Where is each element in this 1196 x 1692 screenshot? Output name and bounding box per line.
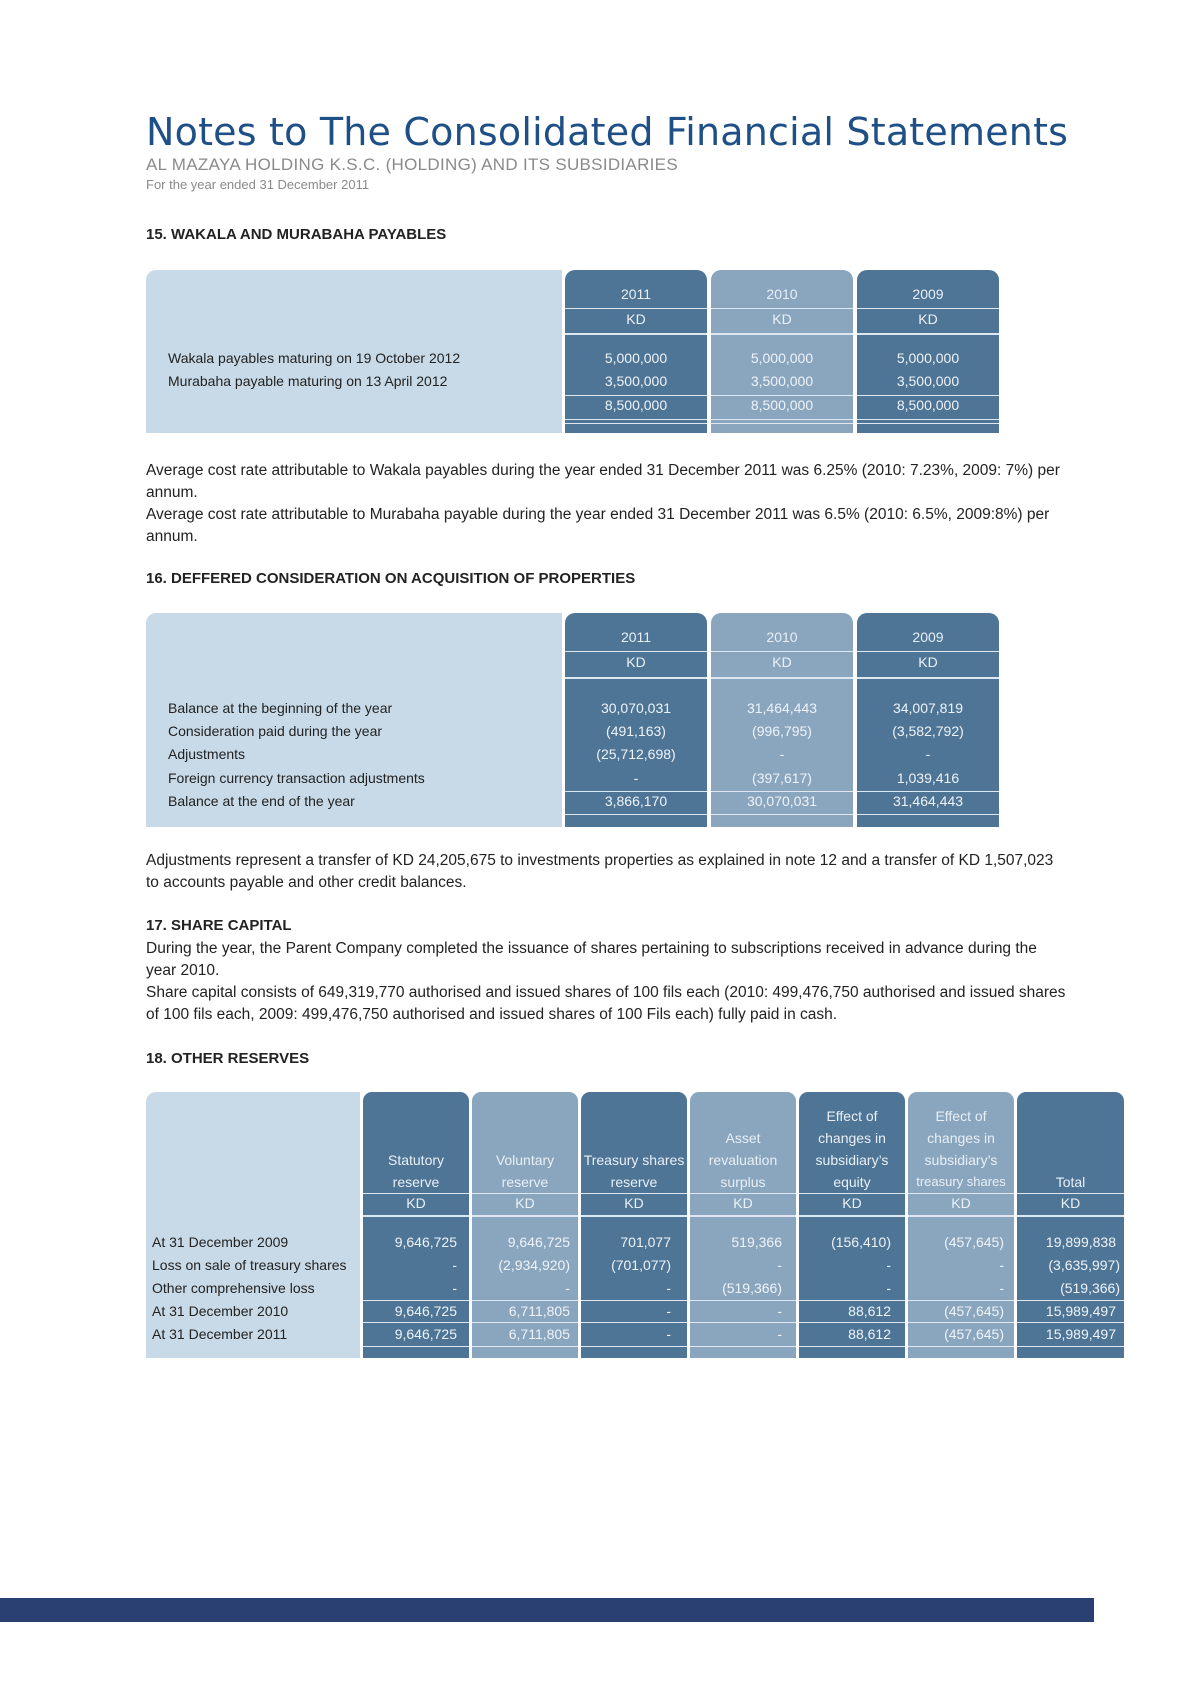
deferred-consideration-table [146,613,1006,827]
column-effect-subsidiary-treasury [908,1092,1014,1358]
column-header-line: Total [1055,1174,1086,1190]
column-unit: KD [772,654,792,670]
table-cell: 5,000,000 [750,350,814,366]
column-year: 2010 [766,629,798,645]
section-18-title: 18. OTHER RESERVES [146,1050,310,1067]
note-paragraph: Adjustments represent a transfer of KD 24,205,675 to investments properties as explained in note 12 and a transfer of KD 1,507,023 to accounts payable and other credit balances. [146,852,1054,891]
table-cell: - [452,1280,457,1296]
column-unit: KD [624,1195,644,1211]
table-cell: - [779,746,785,762]
table-cell: (457,645) [944,1326,1004,1342]
table-cell: - [777,1257,782,1273]
column-header-line: revaluation [708,1152,778,1168]
column-2009 [857,613,999,827]
column-unit: KD [515,1195,535,1211]
table-cell: 19,899,838 [1045,1234,1116,1250]
company-name: AL MAZAYA HOLDING K.S.C. (HOLDING) AND ITS SUBSIDIARIES [146,155,678,174]
table-cell: - [666,1280,671,1296]
table-cell: (3,582,792) [892,723,964,739]
column-year: 2011 [620,286,652,302]
table-cell: - [925,746,931,762]
table-cell: - [999,1257,1004,1273]
reporting-period: For the year ended 31 December 2011 [146,177,370,192]
column-statutory-reserve [363,1092,469,1358]
table-cell: 5,000,000 [896,350,960,366]
column-effect-subsidiary-equity [799,1092,905,1358]
row-label: Consideration paid during the year [168,723,383,739]
column-unit: KD [406,1195,426,1211]
total-cell: 8,500,000 [604,397,668,413]
column-unit: KD [626,654,646,670]
column-header-line: reserve [501,1174,549,1190]
total-cell: 3,866,170 [604,793,668,809]
note-paragraph: Share capital consists of 649,319,770 authorised and issued shares of 100 fils each (2010: 499,476,750 authorised and issued shares of 100 fils each, 2009: 499,476,750 authorised and issued shares of 100 Fils each) fully paid in cash. [146,984,1066,1023]
row-label: Wakala payables maturing on 19 October 2012 [168,350,461,366]
column-unit: KD [918,311,938,327]
total-cell: 30,070,031 [746,793,818,809]
note-paragraph: Average cost rate attributable to Wakala payables during the year ended 31 December 2011 was 6.25% (2010: 7.23%, 2009: 7%) per annum. [146,462,1060,501]
wakala-murabaha-table [146,270,1006,433]
column-header-line: reserve [610,1174,658,1190]
section-16-title: 16. DEFFERED CONSIDERATION ON ACQUISITION OF PROPERTIES [146,570,636,587]
table-cell: (156,410) [831,1234,891,1250]
table-cell: (519,366) [722,1280,782,1296]
table-cell: 15,989,497 [1045,1326,1116,1342]
table-cell: (25,712,698) [596,746,676,762]
row-label: Balance at the beginning of the year [168,700,393,716]
column-header-line: surplus [720,1174,766,1190]
table-cell: 3,500,000 [750,373,814,389]
column-unit: KD [918,654,938,670]
column-year: 2011 [620,629,652,645]
table-cell: (491,163) [606,723,666,739]
column-2009 [857,270,999,433]
section-15-title: 15. WAKALA AND MURABAHA PAYABLES [146,226,447,243]
section-15-notes [146,460,1068,548]
column-header-line: changes in [927,1130,995,1146]
column-header-line: subsidiary’s [924,1152,998,1168]
column-header-line: Voluntary [495,1152,555,1168]
table-cell: - [452,1257,457,1273]
column-asset-revaluation-surplus [690,1092,796,1358]
column-2011 [565,270,707,433]
table-cell: - [886,1257,891,1273]
column-unit: KD [951,1195,971,1211]
column-header-line: subsidiary’s [815,1152,889,1168]
table-cell: 3,500,000 [604,373,668,389]
table-cell: 9,646,725 [507,1234,570,1250]
column-header-line: equity [833,1174,871,1190]
table-cell: - [666,1303,671,1319]
column-header-line: Treasury shares [583,1152,685,1168]
footer-bar [0,1598,1094,1622]
column-header-line: changes in [818,1130,886,1146]
table-cell: 9,646,725 [394,1303,457,1319]
column-2010 [711,613,853,827]
section-17-text [146,938,1068,1026]
column-voluntary-reserve [472,1092,578,1358]
table-cell: 5,000,000 [604,350,668,366]
table-cell: 9,646,725 [394,1326,457,1342]
column-total [1017,1092,1124,1358]
table-cell: 3,500,000 [896,373,960,389]
table-cell: 34,007,819 [892,700,964,716]
row-label: Balance at the end of the year [168,793,355,809]
column-unit: KD [733,1195,753,1211]
table-cell: (397,617) [752,770,812,786]
table-cell: 15,989,497 [1045,1303,1116,1319]
table-cell: (457,645) [944,1303,1004,1319]
page-title: Notes to The Consolidated Financial Statements [146,110,1069,154]
row-label: Other comprehensive loss [152,1280,315,1296]
table-cell: 30,070,031 [600,700,672,716]
table-cell: - [777,1326,782,1342]
row-label: At 31 December 2011 [152,1326,288,1342]
column-year: 2009 [912,286,944,302]
column-year: 2010 [766,286,798,302]
column-header-line: Effect of [935,1108,987,1124]
column-header-line: treasury shares [916,1174,1006,1189]
table-cell: 701,077 [620,1234,671,1250]
column-header-line: Asset [725,1130,761,1146]
total-cell: 8,500,000 [896,397,960,413]
column-unit: KD [772,311,792,327]
column-header-line: reserve [392,1174,440,1190]
table-cell: (996,795) [752,723,812,739]
total-cell: 31,464,443 [892,793,964,809]
table-cell: 88,612 [848,1326,891,1342]
other-reserves-table [146,1092,1124,1358]
table-cell: 519,366 [731,1234,782,1250]
note-paragraph: Average cost rate attributable to Murabaha payable during the year ended 31 December 2011 was 6.5% (2010: 6.5%, 2009:8%) per annum. [146,506,1050,545]
table-cell: - [999,1280,1004,1296]
table-cell: 6,711,805 [508,1326,570,1342]
row-label: At 31 December 2010 [152,1303,289,1319]
column-2010 [711,270,853,433]
section-17-title: 17. SHARE CAPITAL [146,917,292,934]
total-cell: 8,500,000 [750,397,814,413]
column-year: 2009 [912,629,944,645]
row-label: Foreign currency transaction adjustments [168,770,425,786]
row-label: Adjustments [168,746,246,762]
table-cell: - [777,1303,782,1319]
table-cell: 31,464,443 [746,700,818,716]
table-cell: 1,039,416 [896,770,960,786]
table-cell: 88,612 [848,1303,891,1319]
column-unit: KD [626,311,646,327]
row-label: Loss on sale of treasury shares [152,1257,347,1273]
table-cell: 6,711,805 [508,1303,570,1319]
table-cell: (519,366) [1060,1280,1120,1296]
column-2011 [565,613,707,827]
table-cell: (701,077) [611,1257,671,1273]
table-cell: - [886,1280,891,1296]
table-cell: - [565,1280,570,1296]
table-cell: - [666,1326,671,1342]
column-header-line: Statutory [387,1152,445,1168]
row-label: Murabaha payable maturing on 13 April 2012 [168,373,448,389]
column-unit: KD [1060,1195,1081,1211]
table-cell: - [633,770,639,786]
table-cell: (3,635,997) [1048,1257,1120,1273]
table-cell: 9,646,725 [394,1234,457,1250]
table-cell: (457,645) [944,1234,1004,1250]
column-treasury-shares-reserve [581,1092,687,1358]
column-unit: KD [842,1195,862,1211]
table-cell: (2,934,920) [498,1257,570,1273]
column-header-line: Effect of [826,1108,878,1124]
row-label: At 31 December 2009 [152,1234,289,1250]
section-16-note [146,850,1068,894]
note-paragraph: During the year, the Parent Company completed the issuance of shares pertaining to subscriptions received in advance during the year 2010. [146,940,1037,979]
